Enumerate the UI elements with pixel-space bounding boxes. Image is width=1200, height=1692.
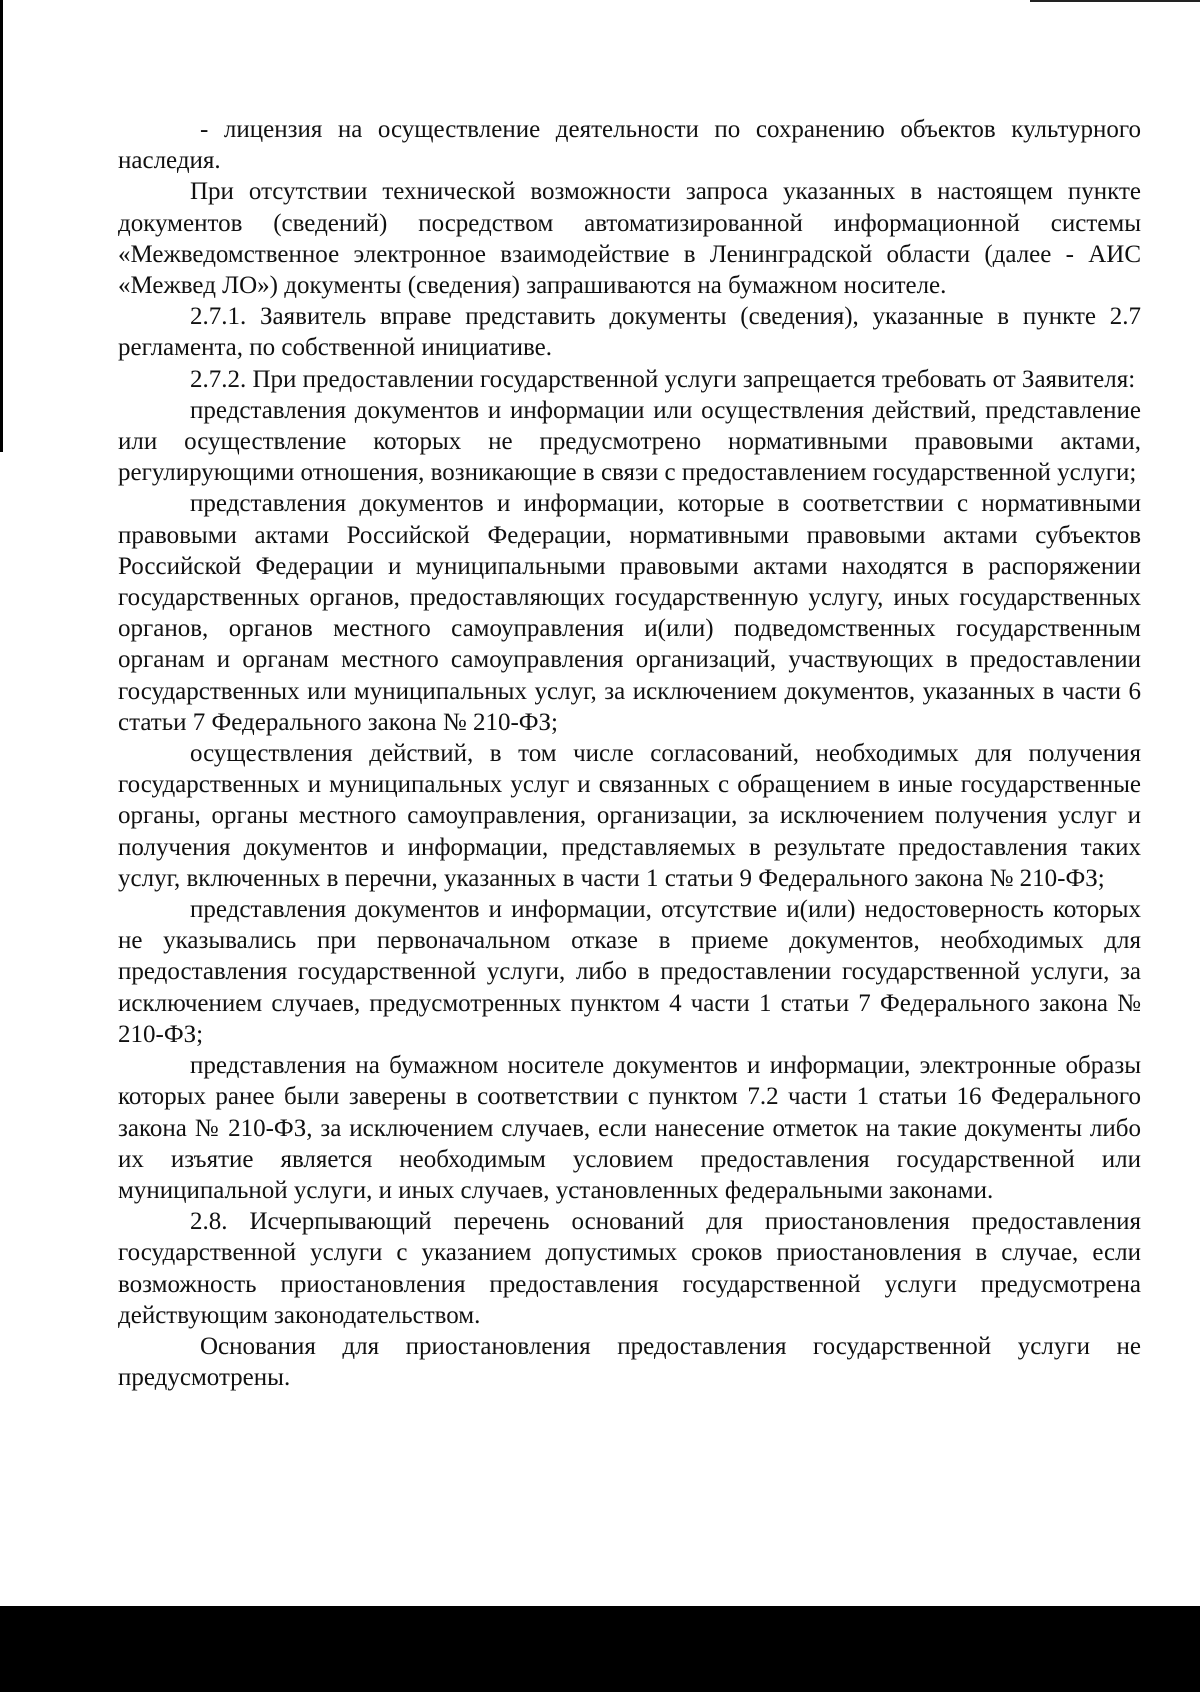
paragraph-prohibition-4: представления документов и информации, отсутствие и(или) недостоверность которых не указывались при первоначальном отказе в приеме документов, необходимых для предоставления государственной услуги, либо в предоставлении государственной услуги, за исключением случаев, предусмотренных пунктом 4 части 1 статьи 7 Федерального закона № 210-ФЗ; (118, 896, 1141, 1048)
paragraph-2-7-1: 2.7.1. Заявитель вправе представить документы (сведения), указанные в пункте 2.7 регламента, по собственной инициативе. (118, 303, 1141, 362)
paragraph-prohibition-5: представления на бумажном носителе документов и информации, электронные образы которых ранее были заверены в соответствии с пунктом 7.2 части 1 статьи 16 Федерального закона № 210-ФЗ, за исключением случаев, если нанесение отметок на такие документы либо их изъятие является необходимым условием предоставления государственной или муниципальной услуги, и иных случаев, установленных федеральными законами. (118, 1052, 1141, 1204)
scan-bottom-band (0, 1606, 1200, 1692)
paragraph-prohibition-2: представления документов и информации, которые в соответствии с нормативными правовыми актами Российской Федерации, нормативными правовыми актами субъектов Российской Федерации и муниципальными правовыми актами находятся в распоряжении государственных органов, предоставляющих государственную услугу, иных государственных органов, органов местного самоуправления и(или) подведомственных государственным органам и органам местного самоуправления организаций, участвующих в предоставлении государственных или муниципальных услуг, за исключением документов, указанных в части 6 статьи 7 Федерального закона № 210-ФЗ; (118, 490, 1141, 736)
scan-left-edge (0, 0, 3, 452)
document-body (118, 114, 1141, 1393)
paragraph-2-8: 2.8. Исчерпывающий перечень оснований для приостановления предоставления государственной услуги с указанием допустимых сроков приостановления в случае, если возможность приостановления предоставления государственной услуги предусмотрена действующим законодательством. (118, 1208, 1141, 1329)
paragraph-prohibition-1: представления документов и информации или осуществления действий, представление или осуществление которых не предусмотрено нормативными правовыми актами, регулирующими отношения, возникающие в связи с предоставлением государственной услуги; (118, 396, 1141, 487)
scan-top-edge (1030, 0, 1200, 2)
paragraph-2-7-2: 2.7.2. При предоставлении государственной услуги запрещается требовать от Заявителя: (190, 365, 1136, 393)
paragraph-license: - лицензия на осуществление деятельности по сохранению объектов культурного наследия. (118, 116, 1141, 175)
paragraph-no-technical-capability: При отсутствии технической возможности запроса указанных в настоящем пункте документов (сведений) посредством автоматизированной информационной системы «Межведомственное электронное взаимодействие в Ленинградской области (далее - АИС «Межвед ЛО») документы (сведения) запрашиваются на бумажном носителе. (118, 178, 1141, 300)
paragraph-prohibition-3: осуществления действий, в том числе согласований, необходимых для получения государственных и муниципальных услуг и связанных с обращением в иные государственные органы, органы местного самоуправления, организации, за исключением получения услуг и получения документов и информации, представляемых в результате предоставления таких услуг, включенных в перечни, указанных в части 1 статьи 9 Федерального закона № 210-ФЗ; (118, 740, 1141, 892)
paragraph-no-suspension-grounds: Основания для приостановления предоставления государственной услуги не предусмотрены. (118, 1332, 1141, 1392)
